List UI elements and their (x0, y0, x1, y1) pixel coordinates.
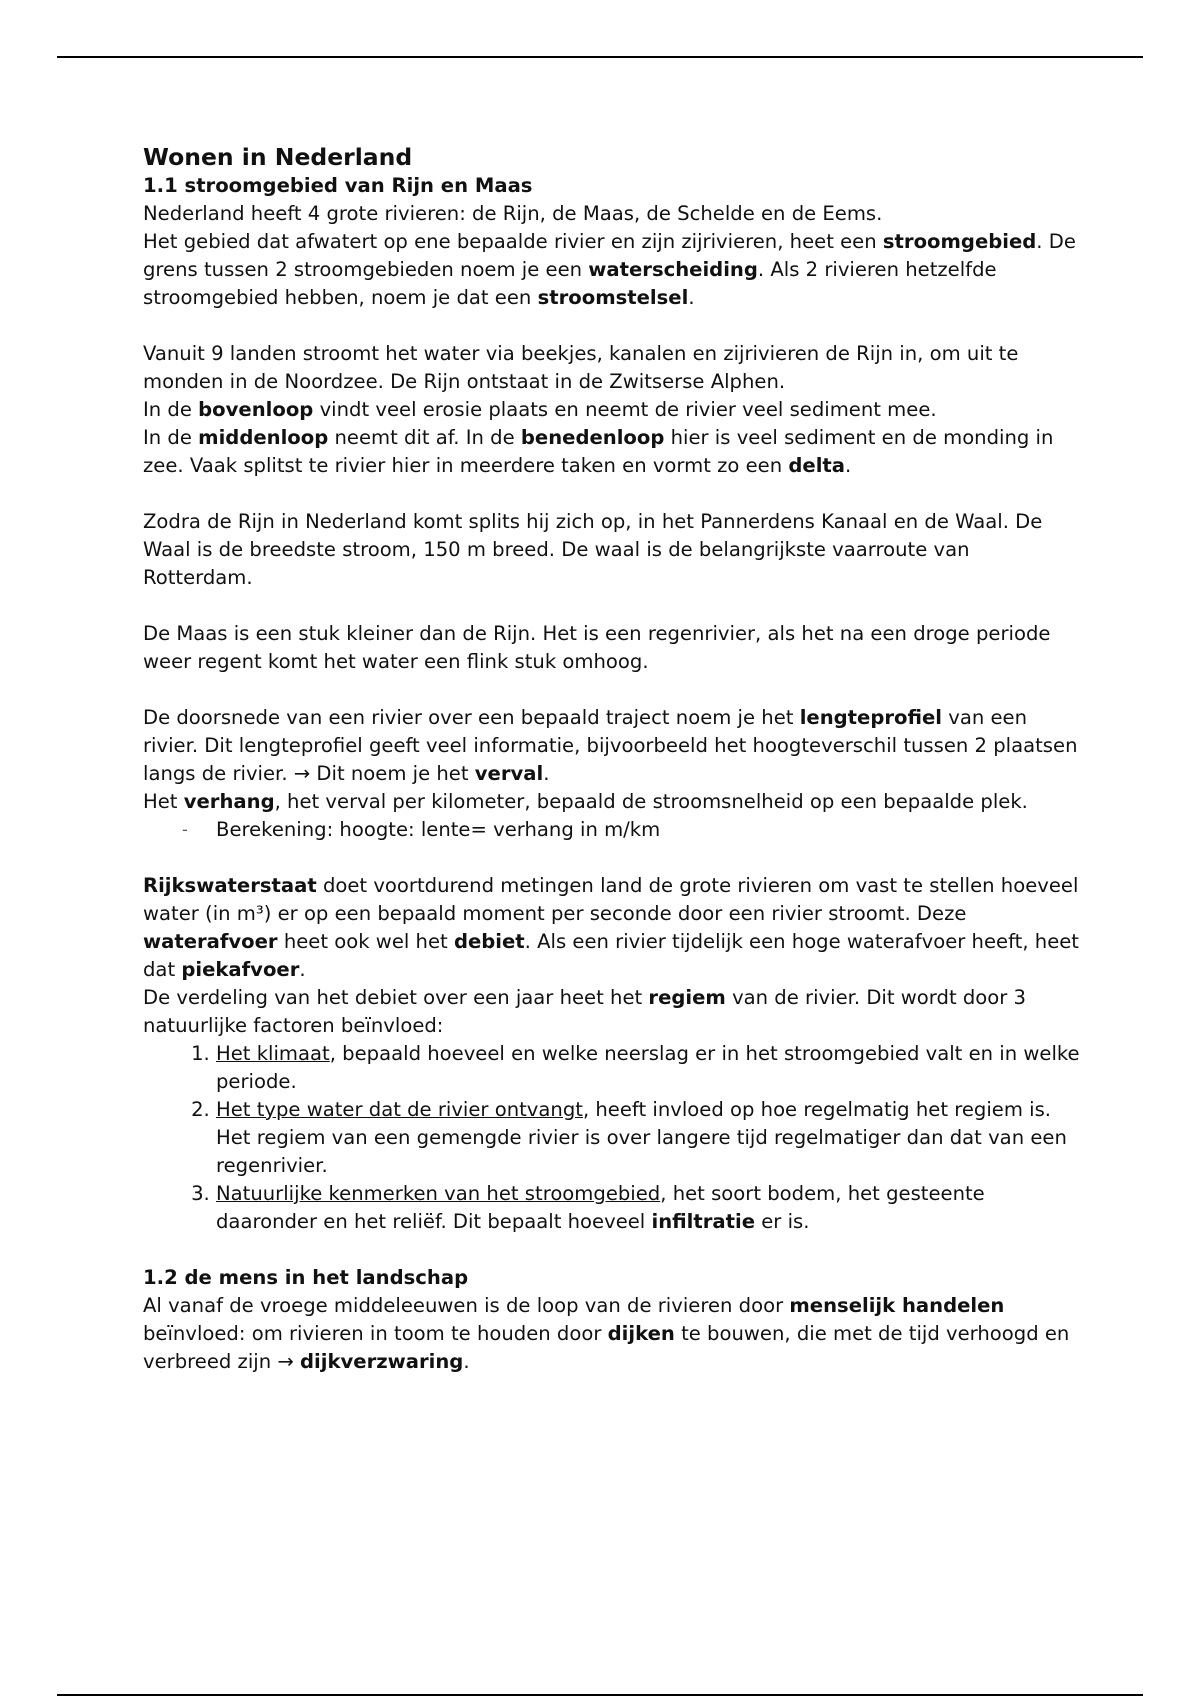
header-rule (57, 56, 1143, 58)
section-heading-1-1: 1.1 stroomgebied van Rijn en Maas (143, 174, 533, 197)
bullet-list (143, 816, 1083, 844)
list-item: 3. Natuurlijke kenmerken van het stroomgebied, het soort bodem, het gesteente daaronder en het reliëf. Dit bepaalt hoeveel infiltratie er is. (216, 1180, 1083, 1236)
term-rijkswaterstaat: Rijkswaterstaat (143, 874, 317, 897)
term-piekafvoer: piekafvoer (181, 958, 300, 981)
paragraph-waterafvoer: Rijkswaterstaat doet voortdurend metingen land de grote rivieren om vast te stellen hoeveel water (in m³) er op een bepaald moment per seconde door een rivier stroomt. Deze waterafvoer heet ook wel het debiet. Als een rivier tijdelijk een hoge waterafvoer heeft, heet dat piekafvoer. De verdeling van het debiet over een jaar heet het regiem van de rivier. Dit wordt door 3 natuurlijke factoren beïnvloed: (143, 874, 1079, 1037)
term-verhang: verhang (183, 790, 275, 813)
term-lengteprofiel: lengteprofiel (799, 706, 943, 729)
term-verval: verval (474, 762, 544, 785)
term-waterscheiding: waterscheiding (588, 258, 758, 281)
list-item: - Berekening: hoogte: lente= verhang in m/km (216, 816, 1083, 844)
term-debiet: debiet (453, 930, 525, 953)
paragraph-rijn-nederland: Zodra de Rijn in Nederland komt splits hij zich op, in het Pannerdens Kanaal en de Waal. De Waal is de breedste stroom, 150 m breed. De waal is de belangrijkste vaarroute van Rotterdam. (143, 510, 1043, 589)
term-benedenloop: benedenloop (520, 426, 665, 449)
paragraph-lengteprofiel: De doorsnede van een rivier over een bepaald traject noem je het lengteprofiel van een rivier. Dit lengteprofiel geeft veel informatie, bijvoorbeeld het hoogteverschil tussen 2 plaatsen langs de rivier. → Dit noem je het verval. Het verhang, het verval per kilometer, bepaald de stroomsnelheid op een bepaalde plek. (143, 706, 1078, 813)
term-middenloop: middenloop (198, 426, 329, 449)
section-heading-1-2: 1.2 de mens in het landschap (143, 1266, 469, 1289)
term-dijken: dijken (607, 1322, 675, 1345)
term-waterafvoer: waterafvoer (143, 930, 278, 953)
paragraph-maas: De Maas is een stuk kleiner dan de Rijn. Het is een regenrivier, als het na een droge periode weer regent komt het water een flink stuk omhoog. (143, 622, 1051, 673)
term-dijkverzwaring: dijkverzwaring (300, 1350, 464, 1373)
term-stroomstelsel: stroomstelsel (537, 286, 689, 309)
term-bovenloop: bovenloop (198, 398, 314, 421)
document-body (143, 142, 1083, 1376)
paragraph-menselijk-handelen: Al vanaf de vroege middeleeuwen is de loop van de rivieren door menselijk handelen beïnvloed: om rivieren in toom te houden door dijken te bouwen, die met de tijd verhoogd en verbreed zijn → dijkverzwaring. (143, 1294, 1070, 1373)
list-item: 2. Het type water dat de rivier ontvangt, heeft invloed op hoe regelmatig het regiem is. Het regiem van een gemengde rivier is over langere tijd regelmatiger dan dat van een regenrivier. (216, 1096, 1083, 1180)
paragraph-rijn-loop: Vanuit 9 landen stroomt het water via beekjes, kanalen en zijrivieren de Rijn in, om uit te monden in de Noordzee. De Rijn ontstaat in de Zwitserse Alphen. In de bovenloop vindt veel erosie plaats en neemt de rivier veel sediment mee. In de middenloop neemt dit af. In de benedenloop hier is veel sediment en de monding in zee. Vaak splitst te rivier hier in meerdere taken en vormt zo een delta. (143, 342, 1054, 477)
factor-list (143, 1040, 1083, 1236)
term-menselijk-handelen: menselijk handelen (789, 1294, 1005, 1317)
footer-rule (57, 1694, 1143, 1696)
term-stroomgebied: stroomgebied (882, 230, 1037, 253)
term-regiem: regiem (648, 986, 726, 1009)
term-infiltratie: infiltratie (651, 1210, 756, 1233)
paragraph-stroomgebied: Nederland heeft 4 grote rivieren: de Rijn, de Maas, de Schelde en de Eems. Het gebied dat afwatert op ene bepaalde rivier en zijn zijrivieren, heet een stroomgebied. De grens tussen 2 stroomgebieden noem je een waterscheiding. Als 2 rivieren hetzelfde stroomgebied hebben, noem je dat een stroomstelsel. (143, 202, 1076, 309)
document-title: Wonen in Nederland (143, 143, 413, 171)
list-item: 1. Het klimaat, bepaald hoeveel en welke neerslag er in het stroomgebied valt en in welke periode. (216, 1040, 1083, 1096)
term-delta: delta (788, 454, 846, 477)
